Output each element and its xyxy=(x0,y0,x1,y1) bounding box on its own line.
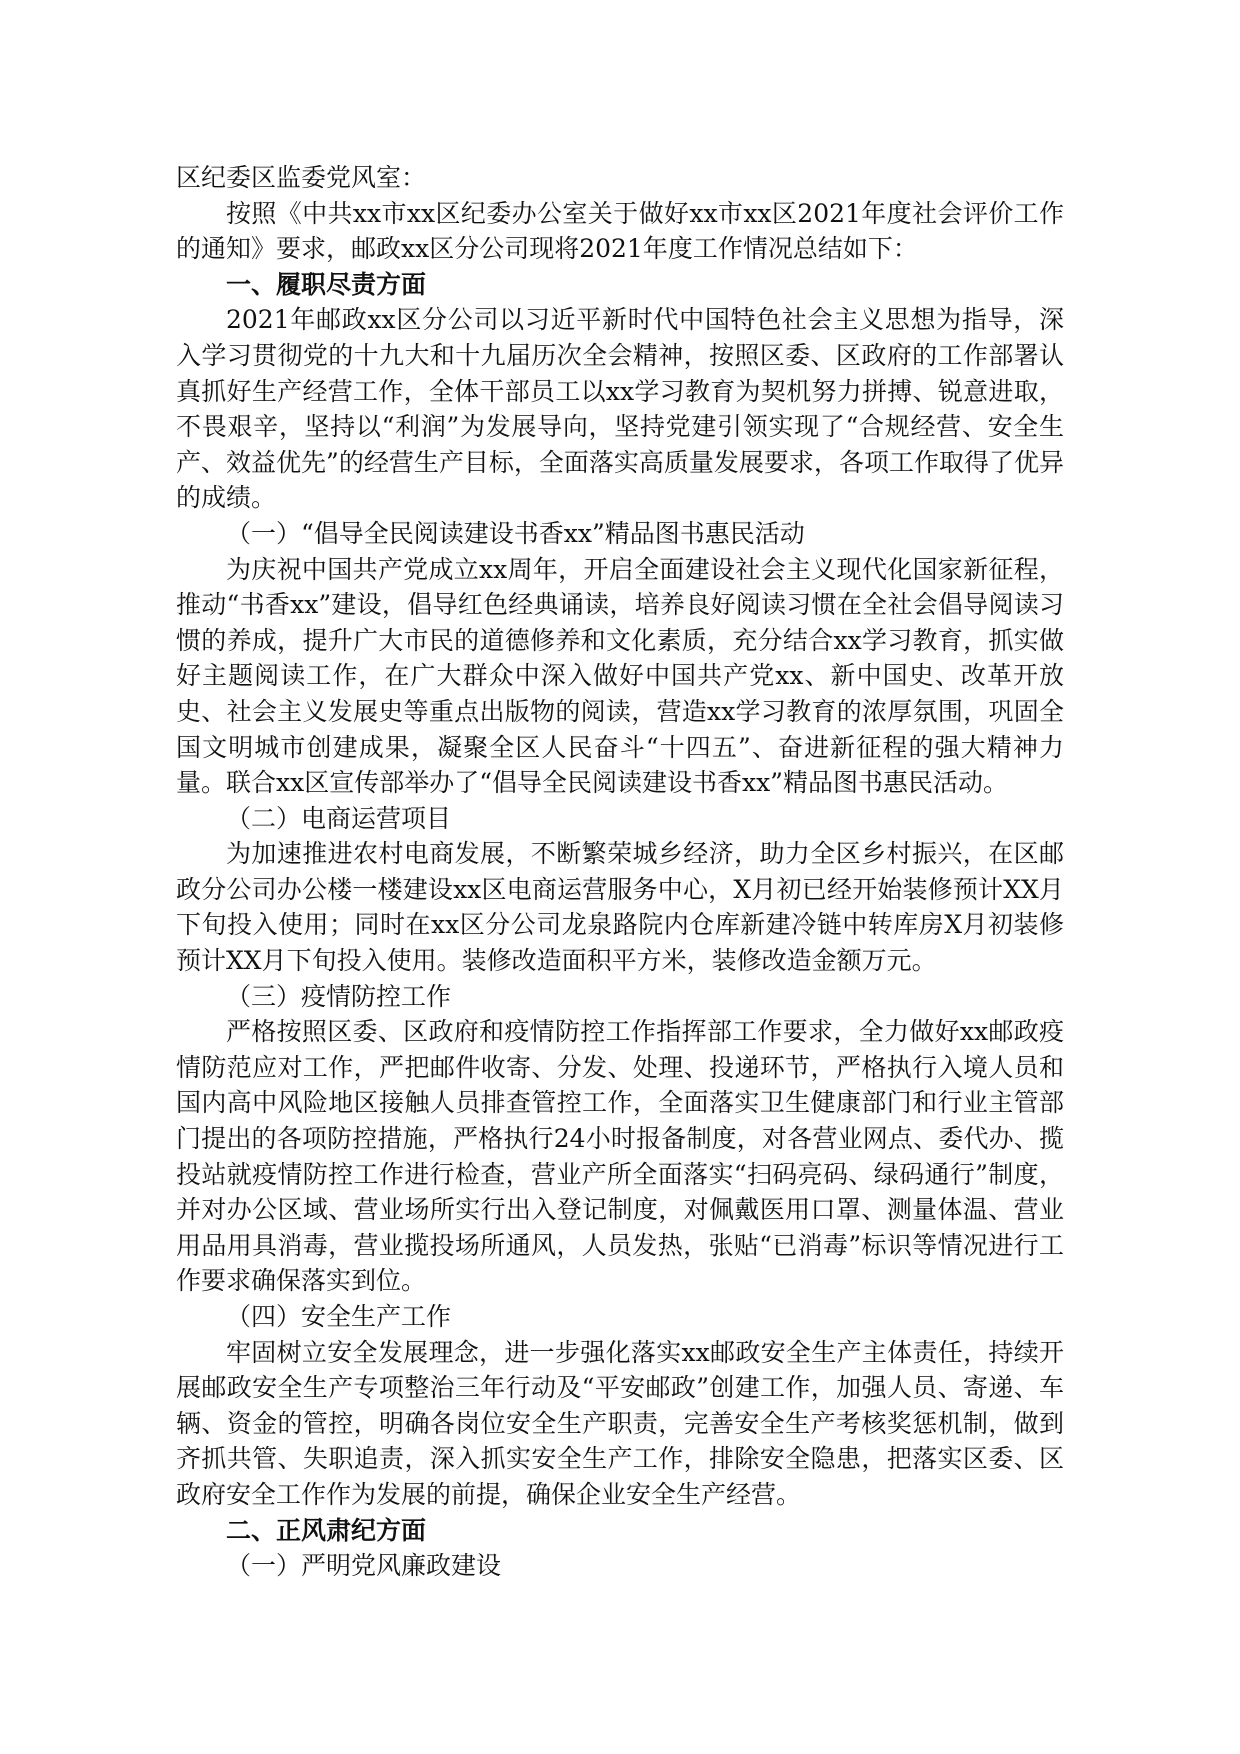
subsection-body-safety: 牢固树立安全发展理念，进一步强化落实xx邮政安全生产主体责任，持续开展邮政安全生产专项整治三年行动及“平安邮政”创建工作，加强人员、寄递、车辆、资金的管控，明确各岗位安全生产职责，完善安全生产考核奖惩机制，做到齐抓共管、失职追责，深入抓实安全生产工作，排除安全隐患，把落实区委、区政府安全工作作为发展的前提，确保企业安全生产经营。 xyxy=(176,1337,1064,1509)
subsection-heading-safety: （四）安全生产工作 xyxy=(226,1302,452,1331)
section-heading-discipline: 二、正风肃纪方面 xyxy=(226,1515,427,1545)
subsection-heading-ecommerce: （二）电商运营项目 xyxy=(226,803,452,833)
section-heading-duty: 一、履职尽责方面 xyxy=(226,269,427,299)
section-summary-paragraph: 2021年邮政xx区分公司以习近平新时代中国特色社会主义思想为指导，深入学习贯彻党的十九大和十九届历次全会精神，按照区委、区政府的工作部署认真抓好生产经营工作，全体干部员工以xx学习教育为契机努力拼搏、锐意进取，不畏艰辛，坚持以“利润”为发展导向，坚持党建引领实现了“合规经营、安全生产、效益优先”的经营生产目标，全面落实高质量发展要求，各项工作取得了优异的成绩。 xyxy=(176,305,1064,513)
document-body xyxy=(176,160,1064,1584)
subsection-heading-party-conduct: （一）严明党风廉政建设 xyxy=(226,1551,502,1581)
subsection-body-reading: 为庆祝中国共产党成立xx周年，开启全面建设社会主义现代化国家新征程，推动“书香xx”建设，倡导红色经典诵读，培养良好阅读习惯在全社会倡导阅读习惯的养成，提升广大市民的道德修养和文化素质，充分结合xx学习教育，抓实做好主题阅读工作，在广大群众中深入做好中国共产党xx、新中国史、改革开放史、社会主义发展史等重点出版物的阅读，营造xx学习教育的浓厚氛围，巩固全国文明城市创建成果，凝聚全区人民奋斗“十四五”、奋进新征程的强大精神力量。联合xx区宣传部举办了“倡导全民阅读建设书香xx”精品图书惠民活动。 xyxy=(176,554,1064,798)
salutation: 区纪委区监委党风室： xyxy=(176,163,427,192)
subsection-heading-reading: （一）“倡导全民阅读建设书香xx”精品图书惠民活动 xyxy=(226,518,805,548)
subsection-heading-epidemic: （三）疫情防控工作 xyxy=(226,981,452,1011)
subsection-body-ecommerce: 为加速推进农村电商发展，不断繁荣城乡经济，助力全区乡村振兴，在区邮政分公司办公楼一楼建设xx区电商运营服务中心，X月初已经开始装修预计XX月下旬投入使用；同时在xx区分公司龙泉路院内仓库新建冷链中转库房X月初装修预计XX月下旬投入使用。装修改造面积平方米，装修改造金额万元。 xyxy=(176,839,1064,976)
subsection-body-epidemic: 严格按照区委、区政府和疫情防控工作指挥部工作要求，全力做好xx邮政疫情防范应对工作，严把邮件收寄、分发、处理、投递环节，严格执行入境人员和国内高中风险地区接触人员排查管控工作，全面落实卫生健康部门和行业主管部门提出的各项防控措施，严格执行24小时报备制度，对各营业网点、委代办、揽投站就疫情防控工作进行检查，营业产所全面落实“扫码亮码、绿码通行”制度，并对办公区域、营业场所实行出入登记制度，对佩戴医用口罩、测量体温、营业用品用具消毒，营业揽投场所通风，人员发热，张贴“已消毒”标识等情况进行工作要求确保落实到位。 xyxy=(176,1017,1064,1296)
intro-paragraph: 按照《中共xx市xx区纪委办公室关于做好xx市xx区2021年度社会评价工作的通知》要求，邮政xx区分公司现将2021年度工作情况总结如下： xyxy=(176,198,1064,264)
